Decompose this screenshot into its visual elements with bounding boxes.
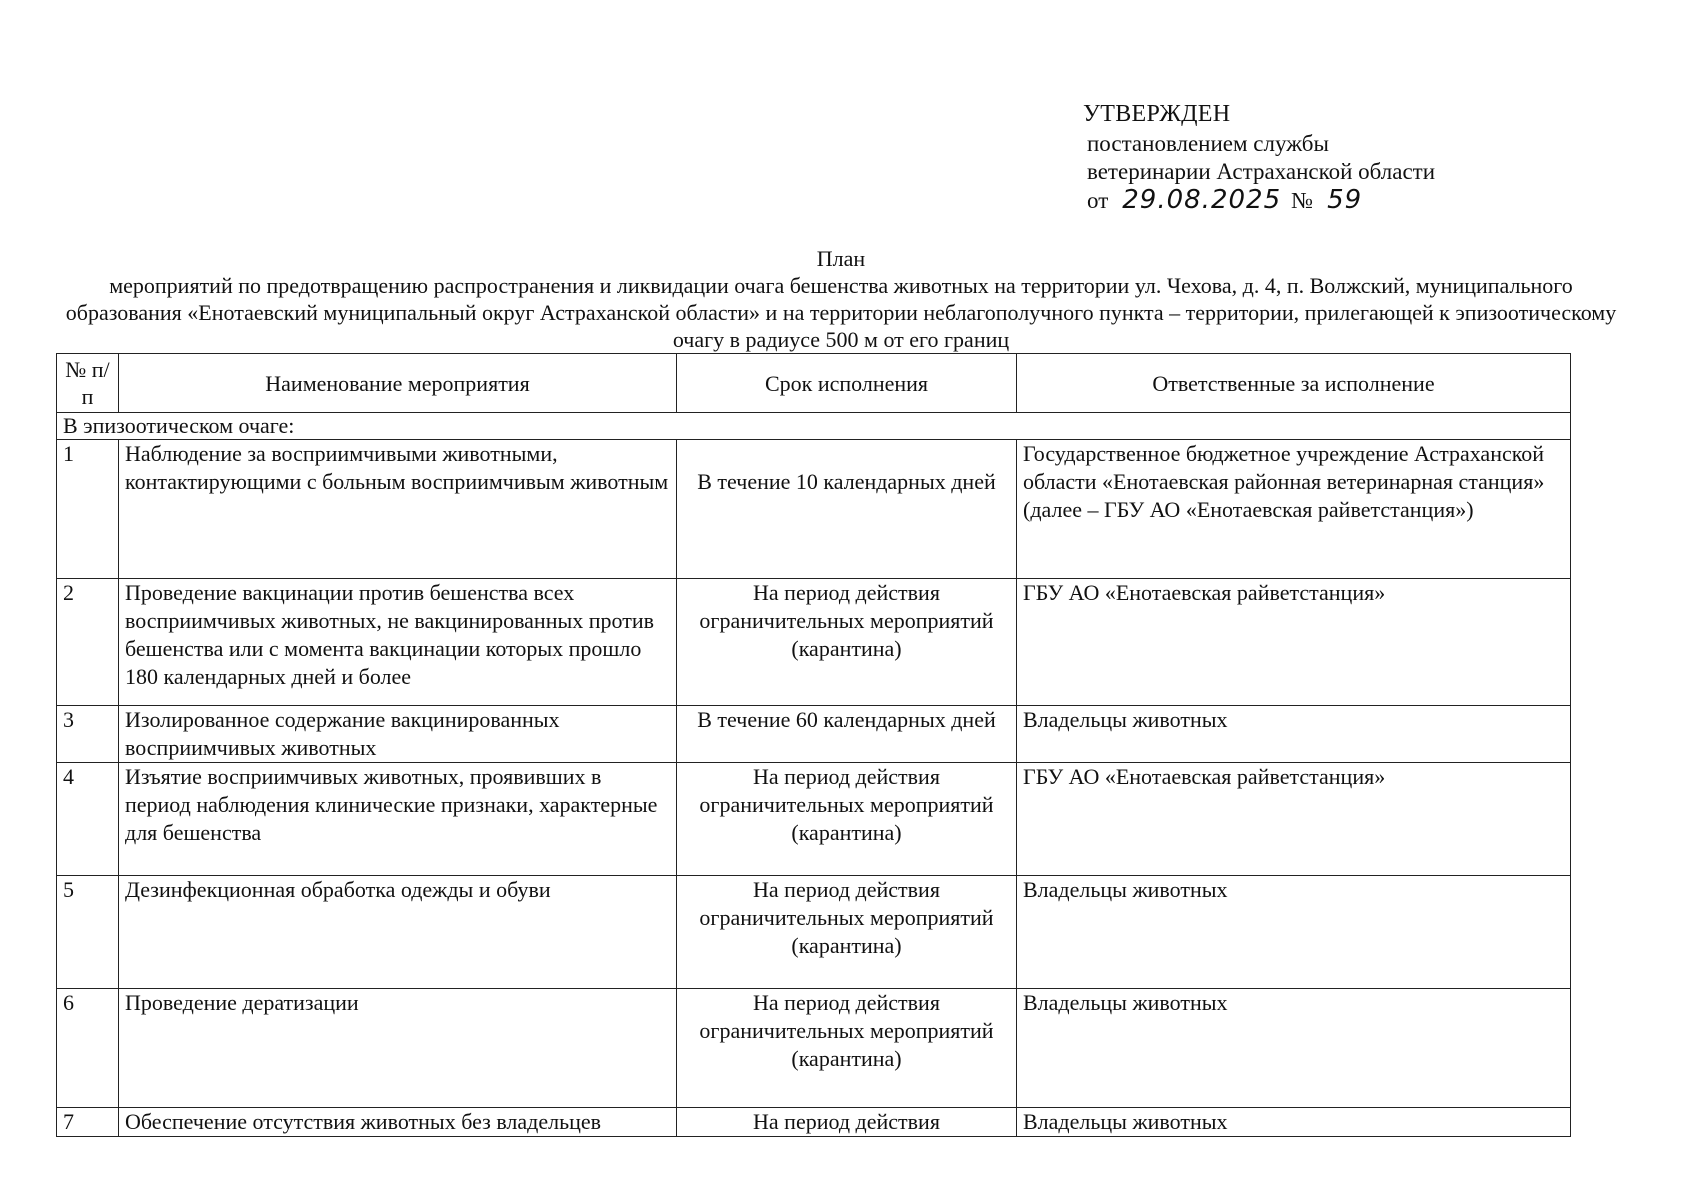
row-num: 6 <box>57 989 119 1108</box>
row-num: 7 <box>57 1108 119 1137</box>
row-name: Проведение дератизации <box>119 989 677 1108</box>
row-responsible: ГБУ АО «Енотаевская райветстанция» <box>1017 579 1571 706</box>
number-label: № <box>1291 188 1314 213</box>
approval-line-1: постановлением службы <box>1087 131 1329 156</box>
row-responsible: Владельцы животных <box>1017 989 1571 1108</box>
row-term: В течение 60 календарных дней <box>677 706 1017 763</box>
section-row <box>57 413 1571 440</box>
header-term: Срок исполнения <box>677 354 1017 413</box>
header-responsible: Ответственные за исполнение <box>1017 354 1571 413</box>
handwritten-number: 59 <box>1327 185 1363 215</box>
row-name: Проведение вакцинации против бешенства всех восприимчивых животных, не вакцинированных против бешенства или с момента вакцинации которых прошло 180 календарных дней и более <box>119 579 677 706</box>
row-name: Наблюдение за восприимчивыми животными, контактирующими с больным восприимчивым животным <box>119 440 677 579</box>
row-name: Изолированное содержание вакцинированных восприимчивых животных <box>119 706 677 763</box>
row-responsible: Владельцы животных <box>1017 1108 1571 1137</box>
row-num: 5 <box>57 876 119 989</box>
section-label: В эпизоотическом очаге: <box>57 413 1571 440</box>
table-row <box>57 706 1571 763</box>
table-row <box>57 579 1571 706</box>
approval-block <box>1083 100 1435 215</box>
row-term: На период действия ограничительных мероприятий (карантина) <box>677 763 1017 876</box>
approval-date-line <box>1083 186 1435 215</box>
row-term: В течение 10 календарных дней <box>677 440 1017 579</box>
row-responsible: Владельцы животных <box>1017 706 1571 763</box>
row-responsible: Государственное бюджетное учреждение Астраханской области «Енотаевская районная ветеринарная станция» (далее – ГБУ АО «Енотаевская райветстанция») <box>1017 440 1571 579</box>
row-term: На период действия ограничительных мероприятий (карантина) <box>677 989 1017 1108</box>
approval-title: УТВЕРЖДЕН <box>1083 101 1231 127</box>
table-row <box>57 1108 1571 1137</box>
row-responsible: ГБУ АО «Енотаевская райветстанция» <box>1017 763 1571 876</box>
row-num: 2 <box>57 579 119 706</box>
from-label: от <box>1087 188 1109 213</box>
measures-table <box>56 353 1571 1137</box>
plan-title: План <box>816 246 866 271</box>
row-name: Изъятие восприимчивых животных, проявивших в период наблюдения клинические признаки, характерные для бешенства <box>119 763 677 876</box>
table-header-row <box>57 354 1571 413</box>
header-name: Наименование мероприятия <box>119 354 677 413</box>
row-name: Обеспечение отсутствия животных без владельцев <box>119 1108 677 1137</box>
row-num: 4 <box>57 763 119 876</box>
plan-subtitle: мероприятий по предотвращению распространения и ликвидации очага бешенства животных на территории ул. Чехова, д. 4, п. Волжский, муниципального образования «Енотаевский муниципальный округ Астраханской области» и на территории неблагополучного пункта – территории, прилегающей к эпизоотическому очагу в радиусе 500 м от его границ <box>65 273 1617 352</box>
table-row <box>57 440 1571 579</box>
row-num: 1 <box>57 440 119 579</box>
row-num: 3 <box>57 706 119 763</box>
row-responsible: Владельцы животных <box>1017 876 1571 989</box>
header-num: № п/п <box>57 354 119 413</box>
row-term: На период действия ограничительных мероприятий (карантина) <box>677 579 1017 706</box>
handwritten-date: 29.08.2025 <box>1122 185 1282 215</box>
table-row <box>57 989 1571 1108</box>
table-row <box>57 763 1571 876</box>
row-term: На период действия ограничительных мероприятий (карантина) <box>677 876 1017 989</box>
row-term: На период действия <box>677 1108 1017 1137</box>
approval-line-2: ветеринарии Астраханской области <box>1087 159 1436 184</box>
row-name: Дезинфекционная обработка одежды и обуви <box>119 876 677 989</box>
table-row <box>57 876 1571 989</box>
